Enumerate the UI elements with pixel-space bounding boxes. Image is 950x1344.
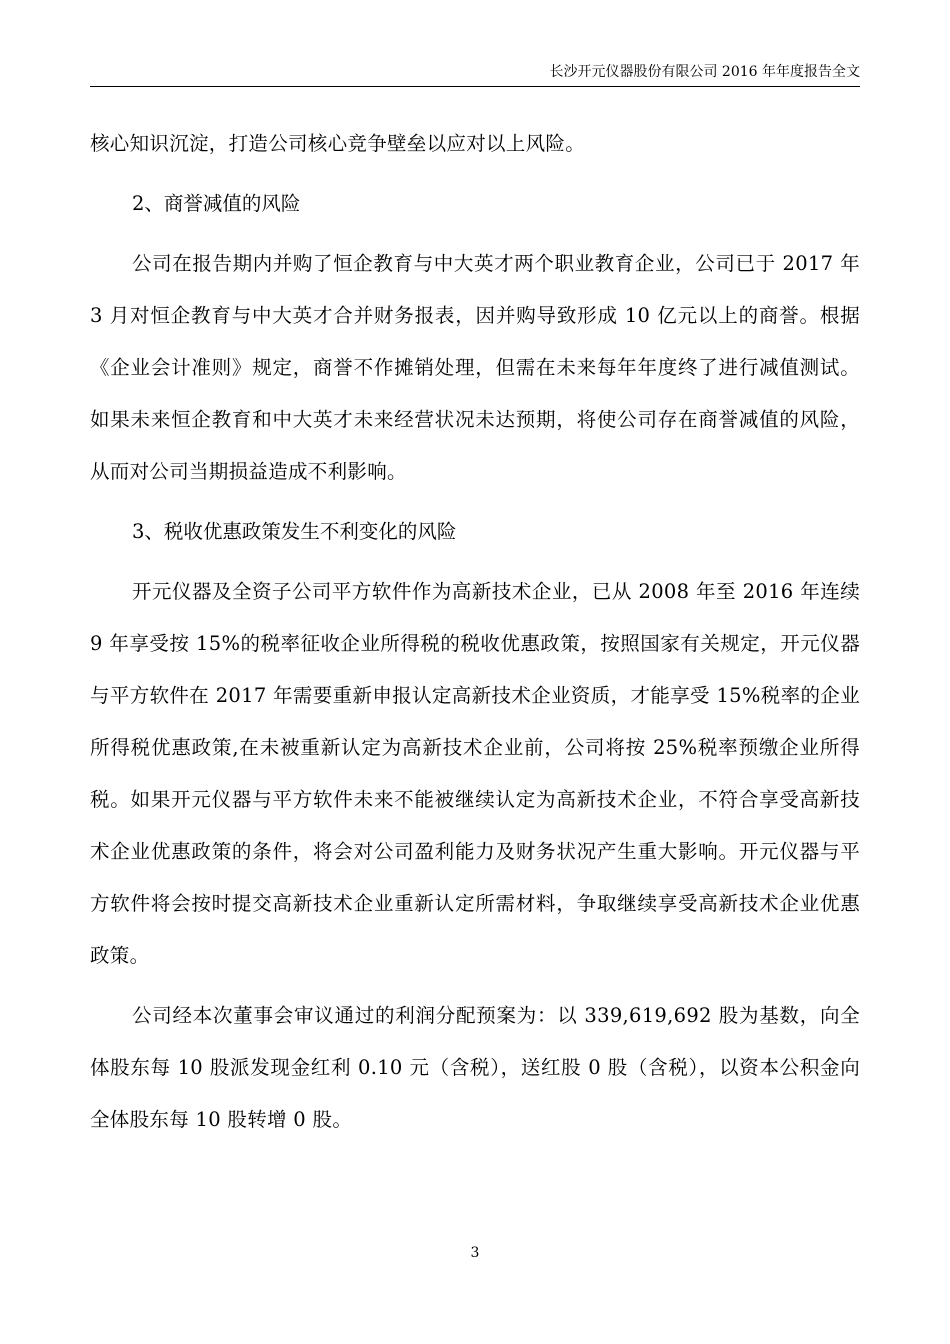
section-heading-goodwill: 2、商誉减值的风险 [132, 192, 301, 215]
section-heading-tax: 3、税收优惠政策发生不利变化的风险 [132, 520, 457, 543]
paragraph-continuation: 核心知识沉淀，打造公司核心竞争壁垒以应对以上风险。 [90, 132, 586, 155]
paragraph-tax-risk: 开元仪器及全资子公司平方软件作为高新技术企业，已从 2008 年至 2016 年连续 9 年享受按 15%的税率征收企业所得税的税收优惠政策，按照国家有关规定，开元仪器与平方软件在 2017 年需要重新申报认定高新技术企业资质，才能享受 15%税率的企业所得税优惠政策,在未被重新认定为高新技术企业前，公司将按 25%税率预缴企业所得税。如果开元仪器与平方软件未来不能被继续认定为高新技术企业，不符合享受高新技术企业优惠政策的条件，将会对公司盈利能力及财务状况产生重大影响。开元仪器与平方软件将会按时提交高新技术企业重新认定所需材料，争取继续享受高新技术企业优惠政策。 [90, 580, 860, 967]
page-number: 3 [470, 1245, 480, 1261]
paragraph-goodwill-risk: 公司在报告期内并购了恒企教育与中大英才两个职业教育企业，公司已于 2017 年 3 月对恒企教育与中大英才合并财务报表，因并购导致形成 10 亿元以上的商誉。根据《企业会计准则》规定，商誉不作摊销处理，但需在未来每年年度终了进行减值测试。如果未来恒企教育和中大英才未来经营状况未达预期，将使公司存在商誉减值的风险，从而对公司当期损益造成不利影响。 [90, 252, 860, 483]
document-body [90, 118, 860, 1146]
page-header [90, 56, 860, 87]
header-title: 长沙开元仪器股份有限公司 2016 年年度报告全文 [549, 64, 860, 80]
paragraph-dividend-plan: 公司经本次董事会审议通过的利润分配预案为：以 339,619,692 股为基数，向全体股东每 10 股派发现金红利 0.10 元（含税），送红股 0 股（含税），以资本公积金向全体股东每 10 股转增 0 股。 [90, 1004, 860, 1131]
